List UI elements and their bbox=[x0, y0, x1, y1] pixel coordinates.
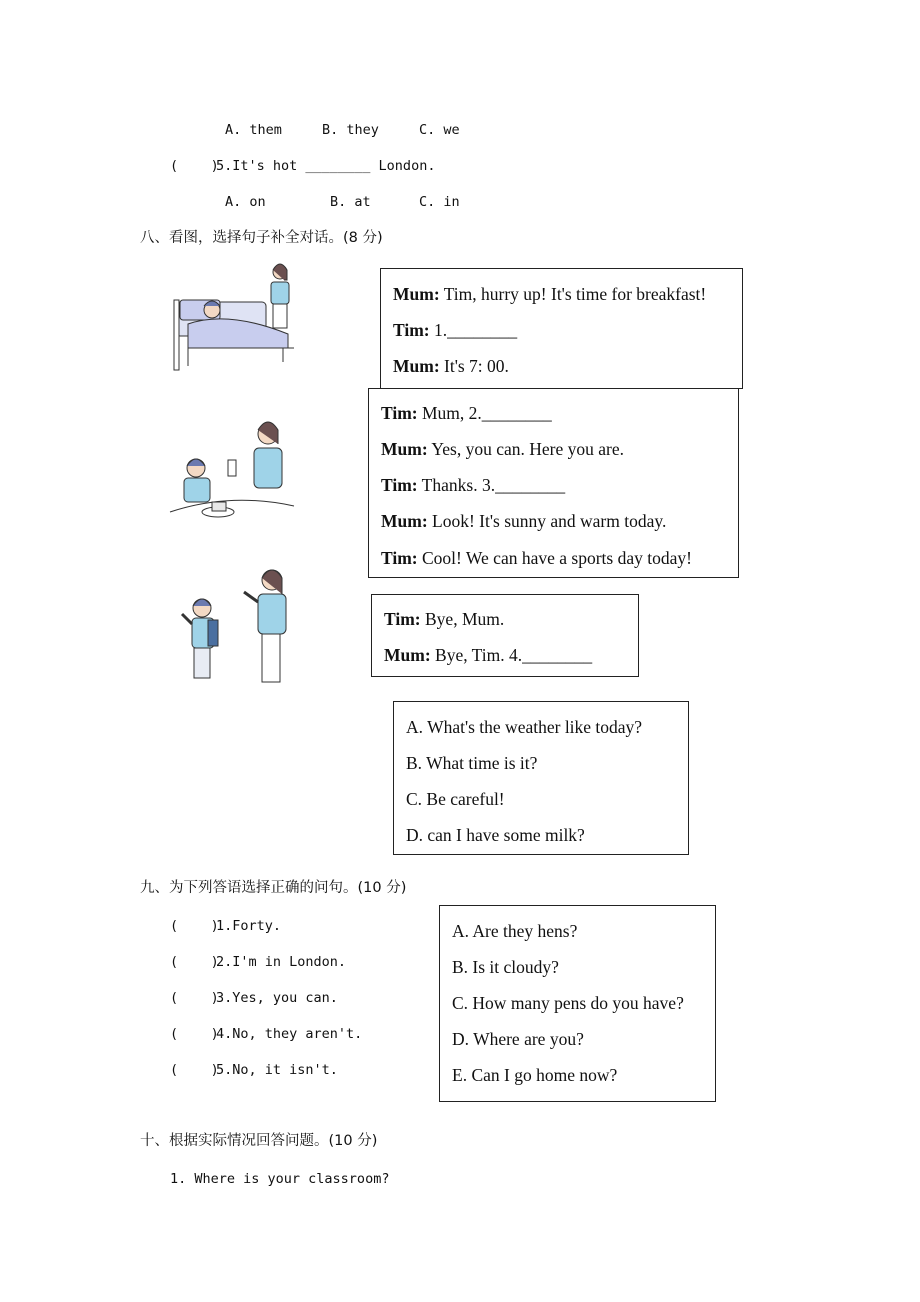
option-item: A. Are they hens? bbox=[452, 921, 578, 941]
dialog-line: Mum: Tim, hurry up! It's time for breakfast! bbox=[393, 284, 707, 304]
options-box-9 bbox=[439, 905, 716, 1102]
option-item: B. Is it cloudy? bbox=[452, 957, 559, 977]
answer-item: 1.Forty. bbox=[216, 918, 282, 934]
section10-heading: 十、根据实际情况回答问题。(10 分) bbox=[140, 1133, 378, 1149]
answer-paren[interactable]: ( ) bbox=[170, 918, 219, 934]
answer-item: 3.Yes, you can. bbox=[216, 990, 338, 1006]
dialog-line: Tim: Thanks. 3.________ bbox=[381, 475, 566, 495]
options-box-8 bbox=[393, 701, 689, 855]
question-1: 1. Where is your classroom? bbox=[170, 1171, 390, 1187]
bedroom-illustration bbox=[168, 262, 303, 374]
dialog-line: Mum: It's 7: 00. bbox=[393, 356, 509, 376]
dialog-line: Tim: Mum, 2.________ bbox=[381, 403, 552, 423]
dialog-line: Mum: Yes, you can. Here you are. bbox=[381, 439, 624, 459]
option-item: A. What's the weather like today? bbox=[406, 717, 643, 737]
answer-paren[interactable]: ( ) bbox=[170, 1062, 219, 1078]
breakfast-illustration bbox=[168, 420, 298, 528]
dialog-line: Mum: Bye, Tim. 4.________ bbox=[384, 645, 593, 665]
q5-text: 5.It's hot ________ London. bbox=[216, 158, 436, 174]
dialog-box-1 bbox=[380, 268, 743, 389]
q5-option-c: C. in bbox=[419, 194, 460, 210]
q5-option-b: B. at bbox=[330, 194, 371, 210]
option-item: E. Can I go home now? bbox=[452, 1065, 618, 1085]
option-item: D. can I have some milk? bbox=[406, 825, 585, 845]
option-item: C. How many pens do you have? bbox=[452, 993, 684, 1013]
answer-paren[interactable]: ( ) bbox=[170, 954, 219, 970]
dialog-line: Tim: Cool! We can have a sports day today! bbox=[381, 548, 692, 568]
option-item: C. Be careful! bbox=[406, 789, 505, 809]
dialog-line: Mum: Look! It's sunny and warm today. bbox=[381, 511, 667, 531]
q5-option-a: A. on bbox=[225, 194, 266, 210]
answer-item: 5.No, it isn't. bbox=[216, 1062, 338, 1078]
option-item: D. Where are you? bbox=[452, 1029, 584, 1049]
dialog-box-3 bbox=[371, 594, 639, 677]
section8-heading: 八、看图，选择句子补全对话。(8 分) bbox=[140, 230, 383, 246]
answer-paren[interactable]: ( ) bbox=[170, 990, 219, 1006]
answer-paren[interactable]: ( ) bbox=[170, 1026, 219, 1042]
answer-paren[interactable]: ( ) bbox=[170, 158, 219, 174]
answer-item: 2.I'm in London. bbox=[216, 954, 347, 970]
answer-item: 4.No, they aren't. bbox=[216, 1026, 363, 1042]
option-item: B. What time is it? bbox=[406, 753, 538, 773]
dialog-line: Tim: 1.________ bbox=[393, 320, 518, 340]
q4-option-a: A. them bbox=[225, 122, 282, 138]
q4-option-b: B. they bbox=[322, 122, 379, 138]
goodbye-illustration bbox=[172, 568, 300, 690]
dialog-line: Tim: Bye, Mum. bbox=[384, 609, 505, 629]
dialog-box-2 bbox=[368, 388, 739, 578]
section9-heading: 九、为下列答语选择正确的问句。(10 分) bbox=[140, 880, 407, 896]
q4-option-c: C. we bbox=[419, 122, 460, 138]
